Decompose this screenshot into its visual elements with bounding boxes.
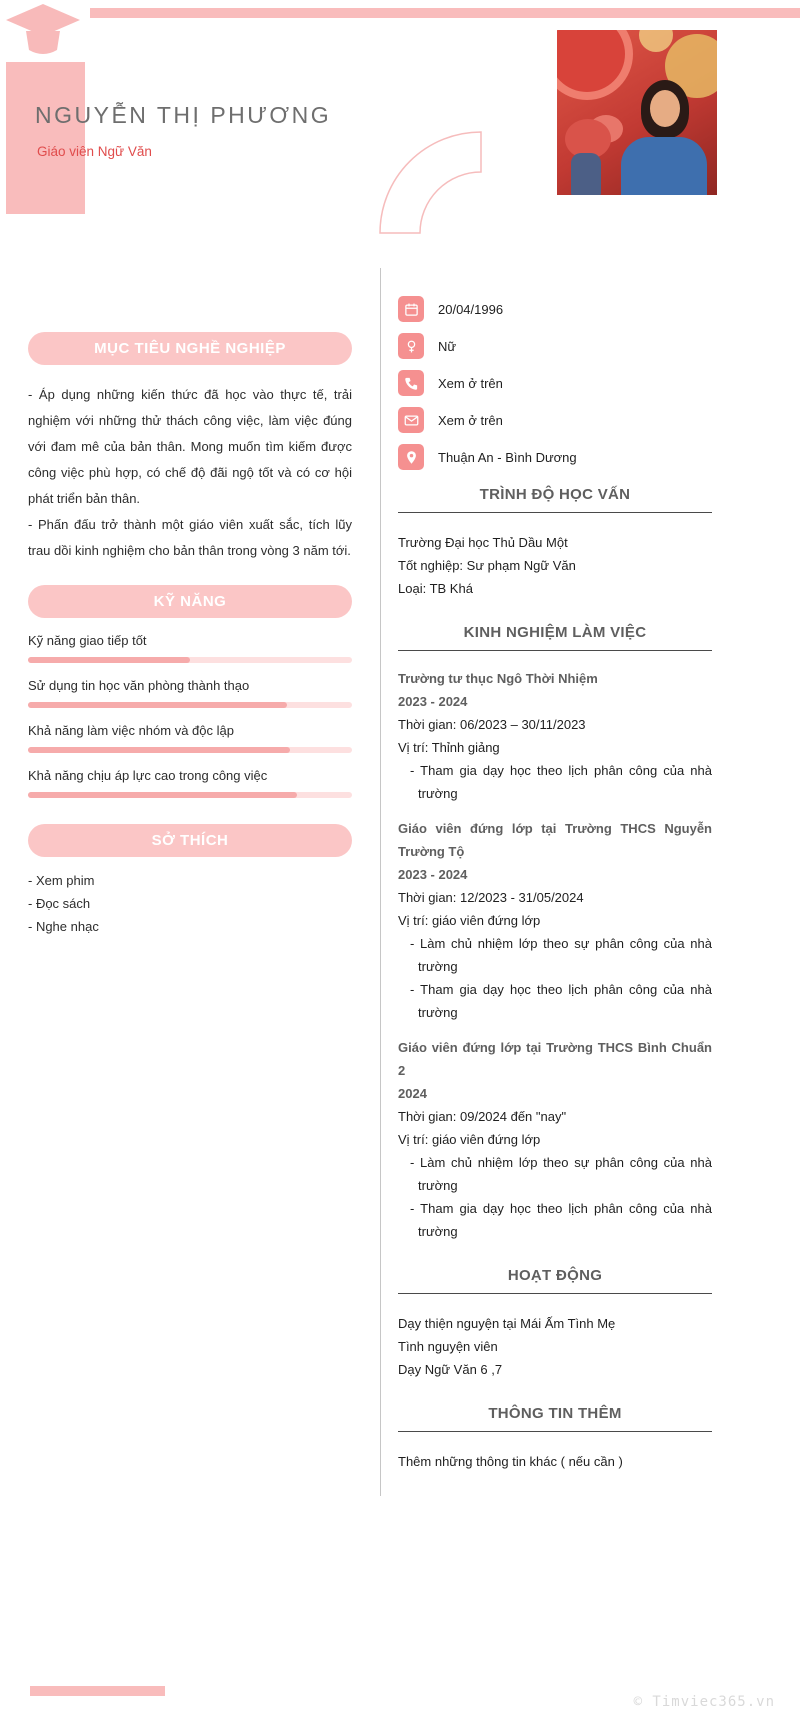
skill-progress-track	[28, 657, 352, 663]
section-heading-skills: KỸ NĂNG	[28, 585, 352, 618]
job-bullet: - Tham gia dạy học theo lịch phân công của nhà trường	[410, 763, 712, 801]
contact-item-birthday	[398, 296, 712, 322]
section-heading-objective: MỤC TIÊU NGHỀ NGHIỆP	[28, 332, 352, 365]
email-icon	[398, 407, 424, 433]
job-period: 2023 - 2024	[398, 867, 468, 882]
contact-item-address	[398, 444, 712, 470]
photo-decoration-gold	[639, 30, 673, 52]
candidate-job-title: Giáo viên Ngữ Văn	[37, 144, 152, 159]
bottom-accent-bar	[30, 1686, 165, 1696]
skill-progress-fill	[28, 747, 290, 753]
section-heading-additional-info: THÔNG TIN THÊM	[398, 1405, 712, 1432]
contact-item-phone	[398, 370, 712, 396]
hobby-item: - Nghe nhạc	[28, 919, 99, 934]
skill-item	[28, 723, 352, 753]
column-divider-line	[380, 268, 381, 1496]
activity-line: Dạy Ngữ Văn 6 ,7	[398, 1362, 503, 1377]
job-detail: Vị trí: Thỉnh giảng	[398, 740, 500, 755]
left-column	[28, 332, 352, 938]
section-heading-education: TRÌNH ĐỘ HỌC VẤN	[398, 486, 712, 513]
additional-info-body	[398, 1450, 712, 1473]
job-detail: Vị trí: giáo viên đứng lớp	[398, 1132, 541, 1147]
photo-decoration-fan	[557, 30, 633, 100]
skill-label: Khả năng làm việc nhóm và độc lập	[28, 723, 234, 738]
job-bullet: - Tham gia dạy học theo lịch phân công của nhà trường	[410, 982, 712, 1020]
experience-list	[398, 667, 712, 1243]
education-line: Tốt nghiệp: Sư phạm Ngữ Văn	[398, 558, 576, 573]
candidate-name: NGUYỄN THỊ PHƯƠNG	[35, 102, 332, 128]
contact-item-gender	[398, 333, 712, 359]
job-bullet: - Làm chủ nhiệm lớp theo sự phân công của nhà trường	[410, 936, 712, 974]
skill-item	[28, 633, 352, 663]
skill-label: Sử dụng tin học văn phòng thành thạo	[28, 678, 250, 693]
skill-item	[28, 768, 352, 798]
contact-text: Xem ở trên	[438, 375, 503, 391]
education-line: Trường Đại học Thủ Dầu Một	[398, 535, 568, 550]
skill-progress-fill	[28, 792, 297, 798]
job-title: Giáo viên đứng lớp tại Trường THCS Bình Chuẩn 2	[398, 1040, 712, 1078]
section-heading-hobbies: SỞ THÍCH	[28, 824, 352, 857]
job-detail: Thời gian: 09/2024 đến "nay"	[398, 1109, 567, 1124]
location-pin-icon	[398, 444, 424, 470]
graduation-cap-icon	[4, 2, 82, 69]
job-detail: Thời gian: 06/2023 – 30/11/2023	[398, 717, 586, 732]
objective-paragraph: - Áp dụng những kiến thức đã học vào thực tế, trải nghiệm với những thử thách công việc, làm việc đúng với đam mê của bản thân. Mong muốn tìm kiếm được công việc phù hợp, có chế độ đãi ngộ tốt và có cơ hội phát triển bản thân.	[28, 387, 352, 506]
hobby-item: - Xem phim	[28, 873, 95, 888]
contact-text: Nữ	[438, 338, 457, 354]
photo-person-shirt	[621, 137, 707, 195]
activities-body	[398, 1312, 712, 1381]
right-column	[398, 296, 712, 1473]
skill-label: Kỹ năng giao tiếp tốt	[28, 633, 147, 648]
job-period: 2024	[398, 1086, 427, 1101]
skill-label: Khả năng chịu áp lực cao trong công việc	[28, 768, 268, 783]
experience-entry	[398, 817, 712, 1024]
job-detail: Thời gian: 12/2023 - 31/05/2024	[398, 890, 584, 905]
skill-progress-track	[28, 792, 352, 798]
left-accent-block	[6, 62, 85, 214]
skill-item	[28, 678, 352, 708]
experience-entry	[398, 667, 712, 805]
contact-text: 20/04/1996	[438, 301, 504, 317]
education-line: Loại: TB Khá	[398, 581, 473, 596]
objective-text	[28, 382, 352, 564]
hobby-list	[28, 869, 352, 938]
contact-item-email	[398, 407, 712, 433]
photo-person-face	[650, 90, 680, 127]
hobby-item: - Đọc sách	[28, 896, 91, 911]
calendar-icon	[398, 296, 424, 322]
objective-paragraph: - Phấn đấu trở thành một giáo viên xuất sắc, tích lũy trau dồi kinh nghiệm cho bản thân trong vòng 3 năm tới.	[28, 517, 352, 558]
job-title: Trường tư thục Ngô Thời Nhiệm	[398, 671, 598, 686]
job-detail: Vị trí: giáo viên đứng lớp	[398, 913, 541, 928]
gender-icon	[398, 333, 424, 359]
activity-line: Tình nguyện viên	[398, 1339, 498, 1354]
skill-progress-fill	[28, 702, 287, 708]
contact-text: Xem ở trên	[438, 412, 503, 428]
job-bullet: - Tham gia dạy học theo lịch phân công của nhà trường	[410, 1201, 712, 1239]
skill-progress-fill	[28, 657, 190, 663]
watermark: © Timviec365.vn	[633, 1694, 775, 1710]
skill-progress-track	[28, 747, 352, 753]
quarter-circle-decoration	[374, 126, 486, 263]
additional-info-line: Thêm những thông tin khác ( nếu cần )	[398, 1454, 623, 1469]
job-bullet: - Làm chủ nhiệm lớp theo sự phân công của nhà trường	[410, 1155, 712, 1193]
activity-line: Dạy thiện nguyện tại Mái Ấm Tình Mẹ	[398, 1316, 616, 1331]
photo-decoration-vase	[571, 153, 601, 195]
phone-icon	[398, 370, 424, 396]
top-accent-bar	[90, 8, 800, 18]
experience-entry	[398, 1036, 712, 1243]
job-title: Giáo viên đứng lớp tại Trường THCS Nguyễn Trường Tộ	[398, 821, 712, 859]
skill-progress-track	[28, 702, 352, 708]
profile-photo	[557, 30, 717, 195]
contact-text: Thuận An - Bình Dương	[438, 449, 577, 465]
job-period: 2023 - 2024	[398, 694, 468, 709]
education-body	[398, 531, 712, 600]
section-heading-activities: HOẠT ĐỘNG	[398, 1267, 712, 1294]
section-heading-experience: KINH NGHIỆM LÀM VIỆC	[398, 624, 712, 651]
